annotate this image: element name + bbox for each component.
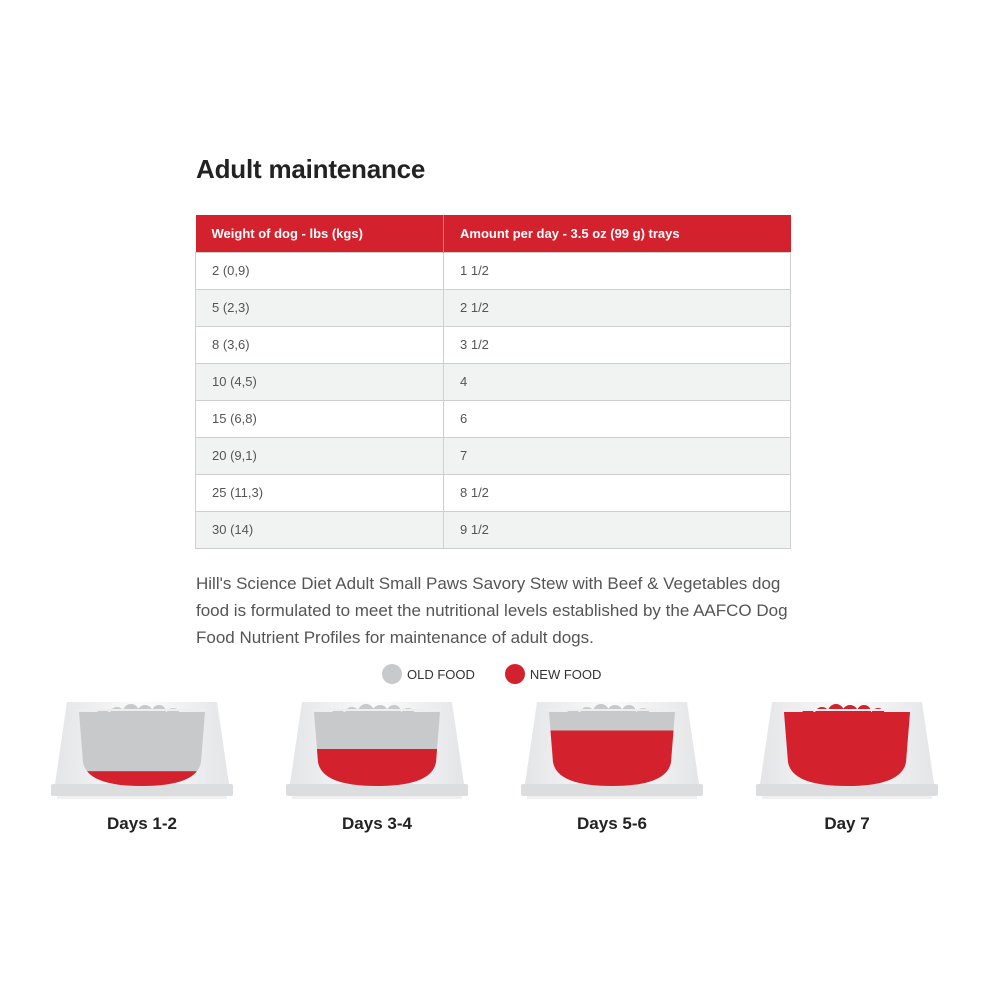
bowl-label: Day 7 (824, 814, 870, 833)
amount-cell: 6 (444, 400, 791, 437)
feeding-table (195, 215, 791, 549)
table-header-row (196, 215, 791, 252)
food-bowl-icon (517, 700, 707, 802)
weight-cell: 25 (11,3) (196, 474, 444, 511)
bowl-days-3-4 (282, 700, 472, 802)
bowl-days-1-2 (47, 700, 237, 802)
table-row (196, 437, 791, 474)
amount-cell: 9 1/2 (444, 511, 791, 548)
amount-cell: 3 1/2 (444, 326, 791, 363)
legend-old-label: OLD FOOD (407, 666, 475, 682)
legend-new-food (505, 664, 602, 684)
weight-cell: 2 (0,9) (196, 252, 444, 289)
bowl-days-5-6 (517, 700, 707, 802)
product-description: Hill's Science Diet Adult Small Paws Savory Stew with Beef & Vegetables dog food is formulated to meet the nutritional levels established by the AAFCO Dog Food Nutrient Profiles for maintenance of adult dogs. (196, 574, 788, 647)
weight-cell: 15 (6,8) (196, 400, 444, 437)
weight-cell: 30 (14) (196, 511, 444, 548)
amount-cell: 1 1/2 (444, 252, 791, 289)
food-bowl-icon (752, 700, 942, 802)
table-row (196, 400, 791, 437)
weight-cell: 20 (9,1) (196, 437, 444, 474)
page-title: Adult maintenance (196, 154, 426, 184)
bowl-label: Days 3-4 (342, 814, 412, 833)
bowl-label: Days 5-6 (577, 814, 647, 833)
bowl-label: Days 1-2 (107, 814, 177, 833)
amount-cell: 8 1/2 (444, 474, 791, 511)
amount-cell: 4 (444, 363, 791, 400)
new-food-dot-icon (505, 664, 525, 684)
table-row (196, 511, 791, 548)
weight-cell: 5 (2,3) (196, 289, 444, 326)
table-row (196, 289, 791, 326)
table-row (196, 474, 791, 511)
weight-cell: 8 (3,6) (196, 326, 444, 363)
table-row (196, 326, 791, 363)
old-food-dot-icon (382, 664, 402, 684)
header-weight: Weight of dog - lbs (kgs) (196, 215, 444, 252)
amount-cell: 7 (444, 437, 791, 474)
legend-new-label: NEW FOOD (529, 666, 602, 682)
legend-old-food (382, 664, 475, 684)
amount-cell: 2 1/2 (444, 289, 791, 326)
food-bowl-icon (282, 700, 472, 802)
table-row (196, 252, 791, 289)
weight-cell: 10 (4,5) (196, 363, 444, 400)
table-row (196, 363, 791, 400)
header-amount: Amount per day - 3.5 oz (99 g) trays (444, 215, 791, 252)
food-bowl-icon (47, 700, 237, 802)
food-legend (382, 664, 631, 684)
bowl-day-7 (752, 700, 942, 802)
